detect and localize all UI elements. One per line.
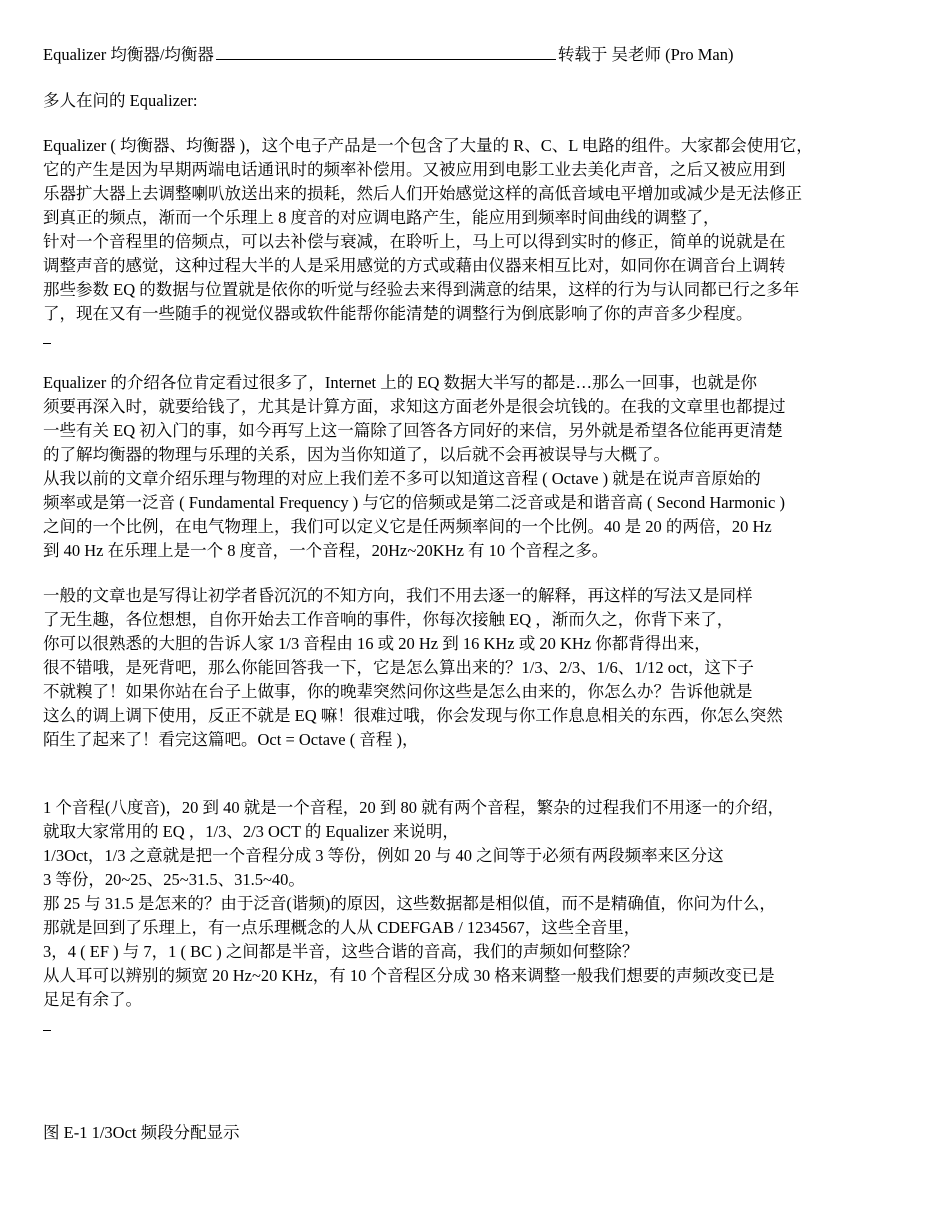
header-line — [43, 44, 733, 66]
text-line: 它的产生是因为早期两端电话通讯时的频率补偿用。又被应用到电影工业去美化声音，之后又被应用到 — [43, 160, 786, 179]
text-line: 到真正的频点，渐而一个乐理上 8 度音的对应调电路产生，能应用到频率时间曲线的调整了， — [43, 208, 720, 227]
text-line: 针对一个音程里的倍频点，可以去补偿与衰减，在聆听上，马上可以得到实时的修正，简单的说就是在 — [43, 232, 786, 251]
text-line: 从我以前的文章介绍乐理与物理的对应上我们差不多可以知道这音程 ( Octave ) 就是在说声音原始的 — [43, 469, 761, 488]
text-line: 3，4 ( EF ) 与 7，1 ( BC ) 之间都是半音，这些合谐的音高，我们的声频如何整除？ — [43, 942, 639, 961]
text-line: 不就糗了！如果你站在台子上做事，你的晚辈突然问你这些是怎么由来的，你怎么办？告诉他就是 — [43, 682, 753, 701]
section-dash — [43, 343, 51, 344]
text-line: 很不错哦，是死背吧，那么你能回答我一下，它是怎么算出来的？1/3、2/3、1/6、1/12 oct，这下子 — [43, 658, 754, 677]
text-line: 一般的文章也是写得让初学者昏沉沉的不知方向，我们不用去逐一的解释，再这样的写法又是同样 — [43, 586, 753, 605]
text-line: 须要再深入时，就要给钱了，尤其是计算方面，求知这方面老外是很会坑钱的。在我的文章里也都提过 — [43, 397, 786, 416]
text-line: 那 25 与 31.5 是怎来的？由于泛音(谐频)的原因，这些数据都是相似值，而不是精确值，你问为什么， — [43, 894, 776, 913]
text-line: 了无生趣，各位想想，自你开始去工作音响的事件，你每次接触 EQ ，渐而久之，你背下来了， — [43, 610, 734, 629]
text-line: 频率或是第一泛音 ( Fundamental Frequency ) 与它的倍频或是第二泛音或是和谐音高 ( Second Harmonic ) — [43, 493, 785, 512]
text-line: Equalizer 的介绍各位肯定看过很多了，Internet 上的 EQ 数据大半写的都是…那么一回事，也就是你 — [43, 373, 758, 392]
text-line: 1 个音程(八度音)，20 到 40 就是一个音程，20 到 80 就有两个音程，繁杂的过程我们不用逐一的介绍， — [43, 798, 785, 817]
header-rule — [216, 44, 556, 60]
text-line: 就取大家常用的 EQ ，1/3、2/3 OCT 的 Equalizer 来说明， — [43, 822, 459, 841]
text-line: 到 40 Hz 在乐理上是一个 8 度音，一个音程，20Hz~20KHz 有 10 个音程之多。 — [43, 541, 609, 560]
text-line: 这么的调上调下使用，反正不就是 EQ 嘛！很难过哦，你会发现与你工作息息相关的东西，你怎么突然 — [43, 706, 783, 725]
text-line: 你可以很熟悉的大胆的告诉人家 1/3 音程由 16 或 20 Hz 到 16 KHz 或 20 KHz 你都背得出来， — [43, 634, 711, 653]
text-line: 一些有关 EQ 初入门的事，如今再写上这一篇除了回答各方同好的来信，另外就是希望各位能再更清楚 — [43, 421, 783, 440]
subtitle: 多人在问的 Equalizer: — [43, 91, 198, 110]
text-line: Equalizer ( 均衡器、均衡器 )，这个电子产品是一个包含了大量的 R、C、L 电路的组件。大家都会使用它， — [43, 136, 813, 155]
text-line: 调整声音的感觉，这种过程大半的人是采用感觉的方式或藉由仪器来相互比对，如同你在调音台上调转 — [43, 256, 786, 275]
section-dash — [43, 1030, 51, 1031]
text-line: 从人耳可以辨别的频宽 20 Hz~20 KHz，有 10 个音程区分成 30 格来调整一般我们想要的声频改变已是 — [43, 966, 775, 985]
text-line: 陌生了起来了！看完这篇吧。Oct = Octave ( 音程 )， — [43, 730, 419, 749]
text-line: 3 等份，20~25、25~31.5、31.5~40。 — [43, 870, 305, 889]
text-line: 那些参数 EQ 的数据与位置就是依你的听觉与经验去来得到满意的结果，这样的行为与认同都已行之多年 — [43, 280, 800, 299]
text-line: 1/3Oct，1/3 之意就是把一个音程分成 3 等份，例如 20 与 40 之间等于必须有两段频率来区分这 — [43, 846, 724, 865]
text-line: 乐器扩大器上去调整喇叭放送出来的损耗，然后人们开始感觉这样的高低音域电平增加或减少是无法修正 — [43, 184, 802, 203]
text-line: 了，现在又有一些随手的视觉仪器或软件能帮你能清楚的调整行为倒底影响了你的声音多少程度。 — [43, 304, 753, 323]
text-line: 的了解均衡器的物理与乐理的关系，因为当你知道了，以后就不会再被误导与大概了。 — [43, 445, 670, 464]
header-title: Equalizer 均衡器/均衡器 — [43, 45, 214, 64]
text-line: 足足有余了。 — [43, 990, 142, 1009]
header-source: 转载于 吴老师 (Pro Man) — [557, 45, 734, 64]
text-line: 之间的一个比例，在电气物理上，我们可以定义它是任两频率间的一个比例。40 是 20 的两倍，20 Hz — [43, 517, 772, 536]
figure-caption: 图 E-1 1/3Oct 频段分配显示 — [43, 1123, 240, 1142]
text-line: 那就是回到了乐理上，有一点乐理概念的人从 CDEFGAB / 1234567，这些全音里， — [43, 918, 641, 937]
